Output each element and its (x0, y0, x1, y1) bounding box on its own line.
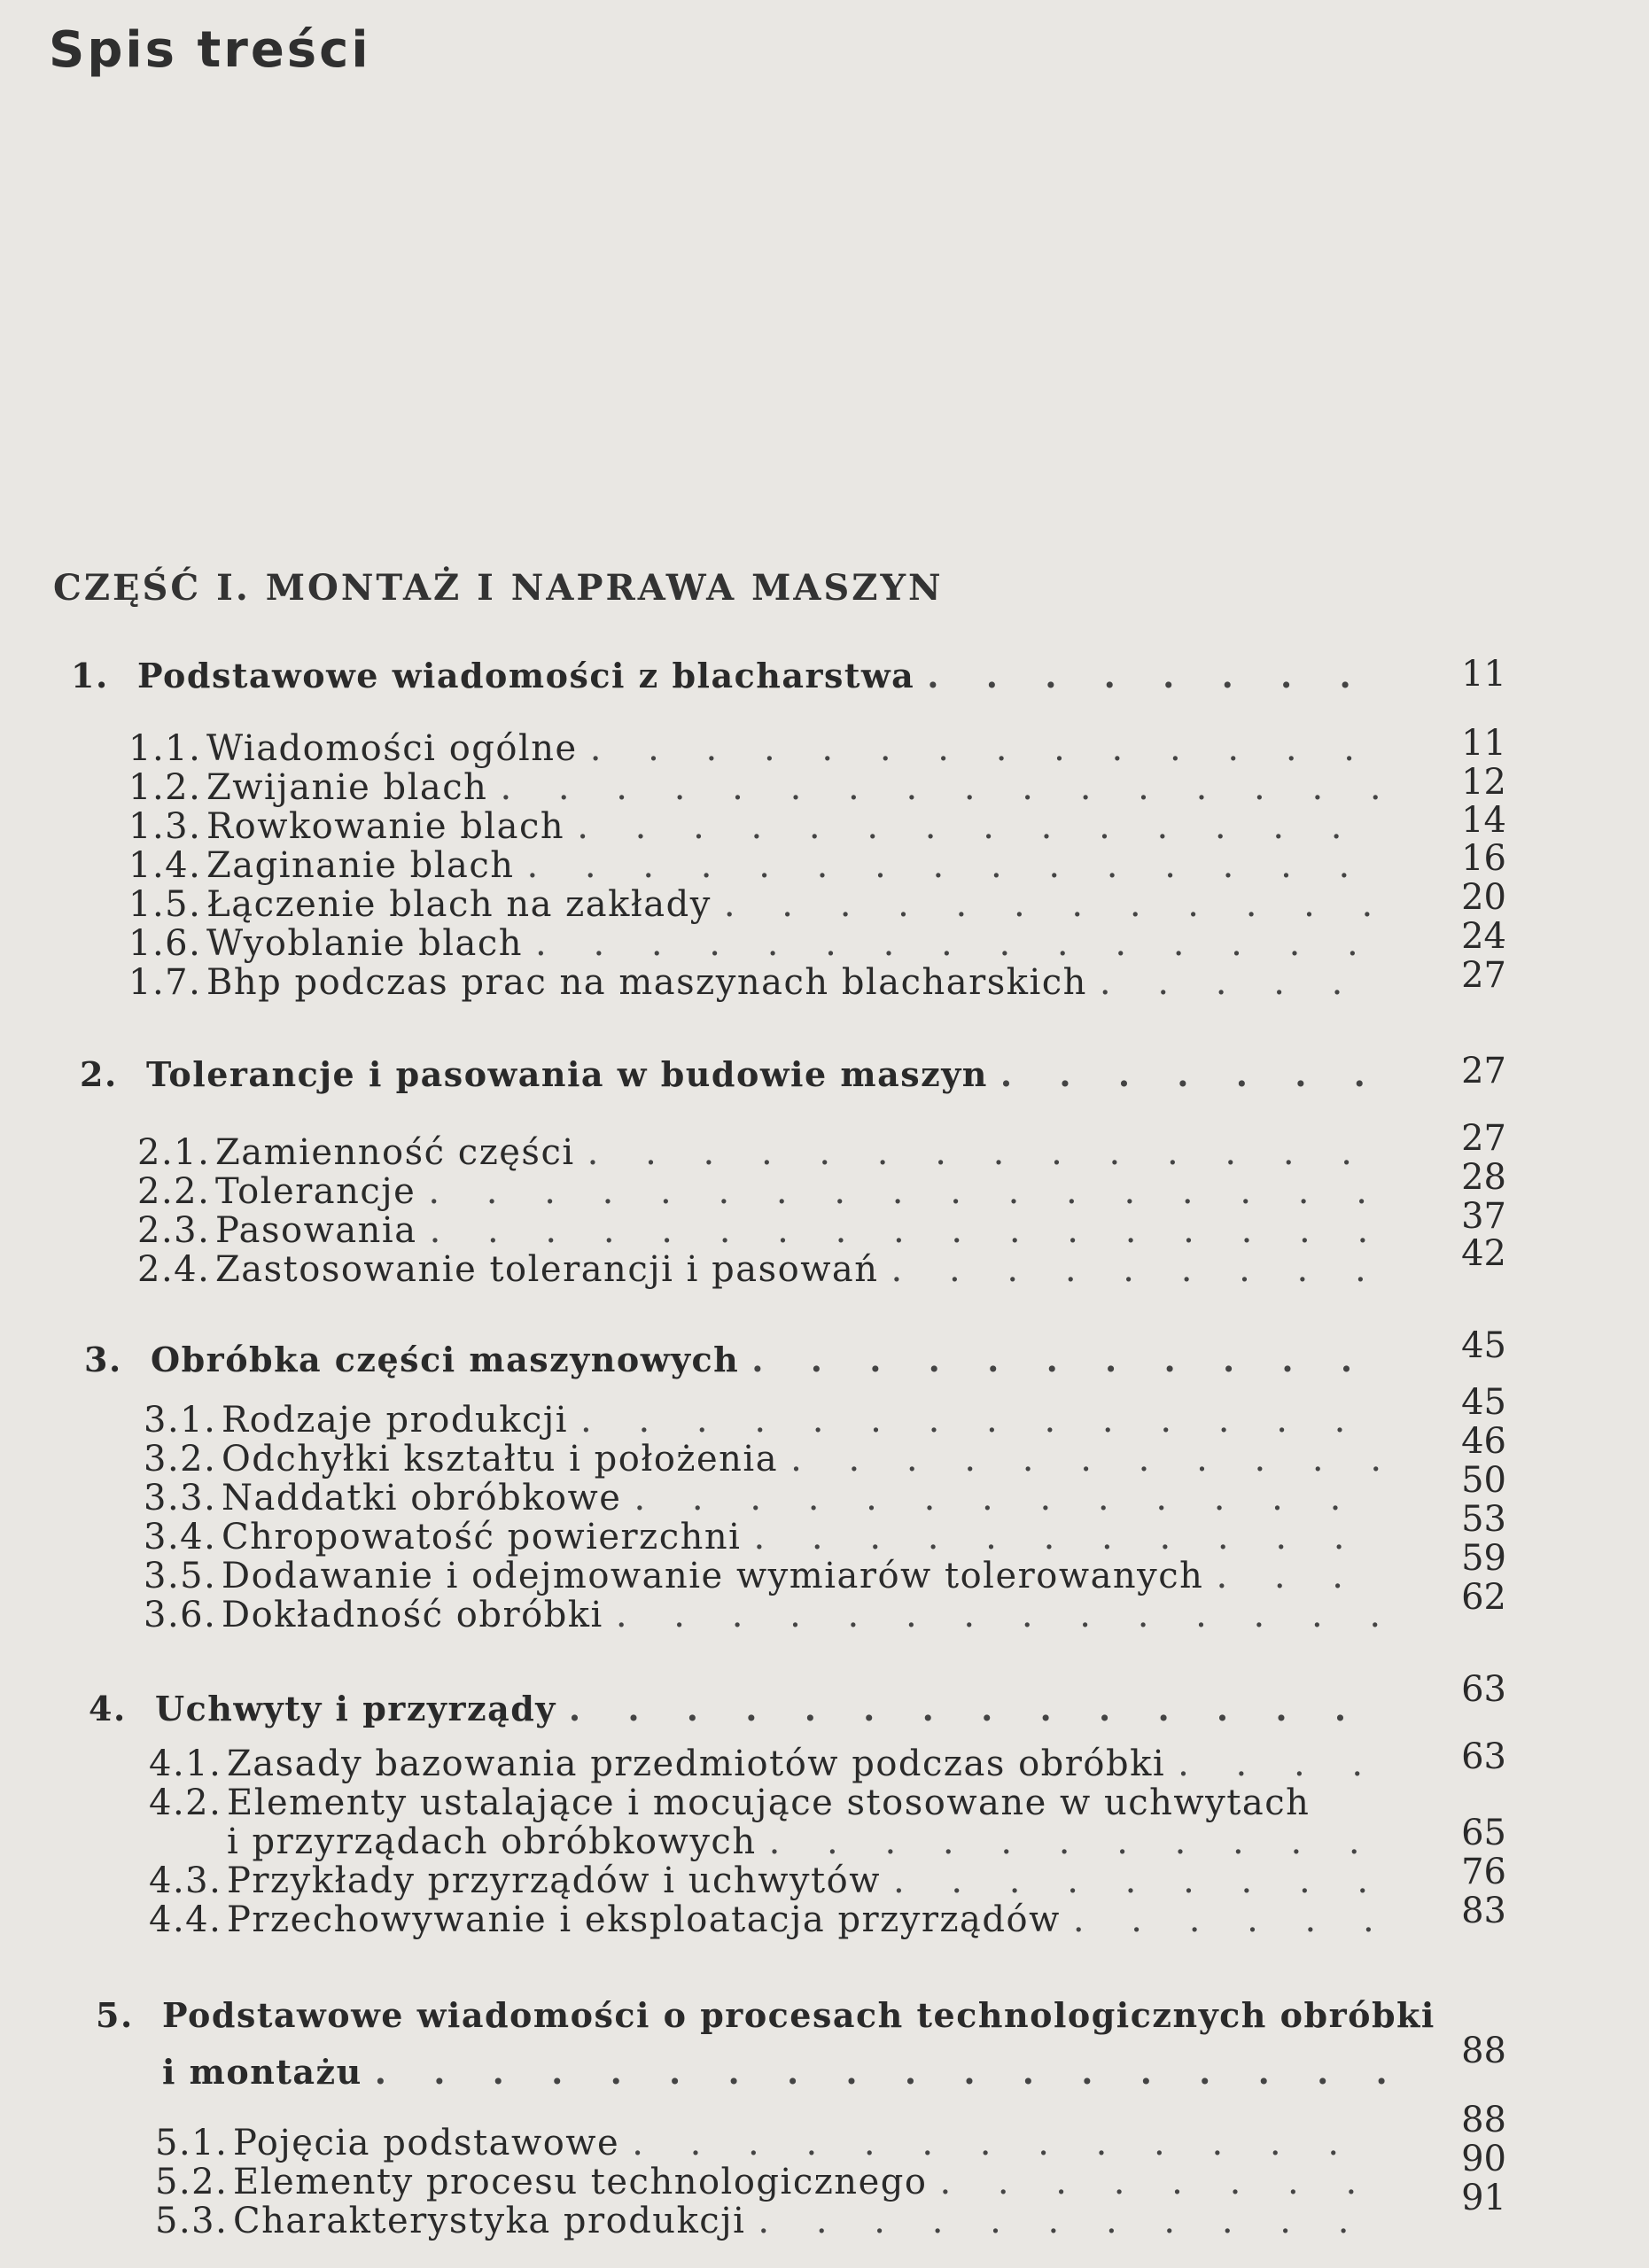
toc-chapter-continuation (162, 2052, 1400, 2092)
dot-leader (893, 1860, 1388, 1901)
toc-chapter (71, 656, 1400, 695)
dot-leader (527, 845, 1388, 886)
toc-number: 4.2. (149, 1783, 222, 1823)
toc-title: Wyoblanie blach (206, 923, 524, 964)
dot-leader (428, 1171, 1388, 1212)
toc-number: 3.5. (144, 1556, 217, 1596)
toc-entry (137, 1210, 1400, 1251)
toc-page-number: 83 (1461, 1891, 1506, 1931)
toc-entry (137, 1132, 1400, 1173)
toc-number: 3.1. (144, 1400, 217, 1441)
toc-number: 3.3. (144, 1478, 217, 1518)
toc-number: 2.4. (137, 1249, 211, 1290)
toc-page-number: 46 (1461, 1421, 1506, 1462)
toc-page-number: 90 (1461, 2139, 1506, 2179)
toc-entry (144, 1517, 1400, 1557)
dot-leader (790, 1439, 1388, 1480)
toc-title: Rodzaje produkcji (222, 1400, 569, 1441)
toc-page-number: 37 (1461, 1196, 1506, 1237)
toc-number: 4.4. (149, 1899, 222, 1940)
toc-number: 3.6. (144, 1595, 217, 1635)
dot-leader (1178, 1744, 1388, 1784)
toc-number: 2.3. (137, 1210, 211, 1251)
toc-number: 4.3. (149, 1860, 222, 1901)
toc-chapter (89, 1689, 1400, 1728)
toc-number: 5.1. (155, 2123, 229, 2163)
toc-page-number: 27 (1461, 955, 1506, 996)
toc-title: Dodawanie i odejmowanie wymiarów tolerowanych (222, 1556, 1204, 1596)
toc-entry (128, 728, 1400, 769)
toc-entry (149, 1860, 1400, 1901)
toc-number: 2.2. (137, 1171, 211, 1212)
toc-entry (128, 923, 1400, 964)
dot-leader (577, 806, 1388, 847)
toc-entry (149, 1744, 1400, 1784)
toc-number: 5.3. (155, 2201, 229, 2241)
toc-title: Pasowania (215, 1210, 417, 1251)
toc-number: 2. (80, 1054, 118, 1094)
toc-number: 4. (89, 1689, 127, 1728)
toc-title: Elementy ustalające i mocujące stosowane w uchwytach (227, 1783, 1311, 1823)
toc-page-number: 27 (1461, 1118, 1506, 1159)
toc-page-number: 76 (1461, 1852, 1506, 1892)
toc-title: Podstawowe wiadomości z blacharstwa (137, 656, 915, 695)
toc-entry (144, 1478, 1400, 1518)
toc-page-number: 45 (1461, 1325, 1506, 1366)
toc-title: Przykłady przyrządów i uchwytów (227, 1860, 881, 1901)
toc-number: 3.4. (144, 1517, 217, 1557)
toc-number: 1.1. (128, 728, 202, 769)
toc-entry-continuation (227, 1821, 1400, 1862)
toc-entry (128, 962, 1400, 1003)
toc-chapter (96, 1995, 1435, 2035)
toc-page-number: 20 (1461, 877, 1506, 918)
toc-page-number: 14 (1461, 800, 1506, 841)
toc-number: 1.4. (128, 845, 202, 886)
toc-title: Zastosowanie tolerancji i pasowań (215, 1249, 879, 1290)
toc-number: 2.1. (137, 1132, 211, 1173)
toc-title: Zaginanie blach (206, 845, 515, 886)
dot-leader (535, 923, 1388, 964)
toc-title: Zasady bazowania przedmiotów podczas obróbki (227, 1744, 1166, 1784)
toc-page-number: 88 (1461, 2100, 1506, 2140)
toc-title: i przyrządach obróbkowych (227, 1821, 757, 1862)
toc-title: Podstawowe wiadomości o procesach technologicznych obróbki (162, 1995, 1435, 2035)
toc-entry (155, 2162, 1400, 2202)
toc-page-number: 63 (1461, 1736, 1506, 1777)
toc-entry (137, 1249, 1400, 1290)
toc-title: Elementy procesu technologicznego (233, 2162, 928, 2202)
dot-leader (430, 1210, 1388, 1251)
dot-leader (758, 2201, 1388, 2241)
toc-page-number: 45 (1461, 1382, 1506, 1423)
dot-leader (375, 2052, 1388, 2092)
page-title: Spis treści (49, 21, 371, 79)
toc-page-number: 28 (1461, 1157, 1506, 1198)
toc-page-number: 24 (1461, 916, 1506, 957)
toc-title: Zamienność części (215, 1132, 575, 1173)
toc-number: 3. (84, 1340, 122, 1379)
toc-title: Naddatki obróbkowe (222, 1478, 622, 1518)
toc-page-number: 91 (1461, 2178, 1506, 2218)
toc-title: Chropowatość powierzchni (222, 1517, 742, 1557)
toc-number: 3.2. (144, 1439, 217, 1480)
dot-leader (1100, 962, 1388, 1003)
toc-title: Odchyłki kształtu i położenia (222, 1439, 779, 1480)
toc-title: Tolerancje (215, 1171, 416, 1212)
dot-leader (587, 1132, 1388, 1173)
toc-page-number: 42 (1461, 1233, 1506, 1274)
dot-leader (927, 656, 1388, 695)
toc-number: 1.2. (128, 767, 202, 808)
toc-title: Uchwyty i przyrządy (155, 1689, 556, 1728)
dot-leader (1216, 1556, 1388, 1596)
toc-number: 5. (96, 1995, 134, 2035)
toc-page-number: 16 (1461, 838, 1506, 879)
toc-title: Łączenie blach na zakłady (206, 884, 712, 925)
toc-title: i montażu (162, 2052, 362, 2092)
dot-leader (500, 767, 1388, 808)
toc-number: 4.1. (149, 1744, 222, 1784)
toc-title: Pojęcia podstawowe (233, 2123, 620, 2163)
toc-entry (149, 1899, 1400, 1940)
toc-number: 1. (71, 656, 109, 695)
toc-title: Przechowywanie i eksploatacja przyrządów (227, 1899, 1061, 1940)
dot-leader (590, 728, 1388, 769)
dot-leader (891, 1249, 1388, 1290)
toc-page-number: 53 (1461, 1499, 1506, 1540)
toc-page-number: 50 (1461, 1460, 1506, 1501)
toc-number: 1.7. (128, 962, 202, 1003)
toc-page-number: 62 (1461, 1577, 1506, 1618)
dot-leader (632, 2123, 1388, 2163)
toc-number: 5.2. (155, 2162, 229, 2202)
toc-entry (128, 884, 1400, 925)
dot-leader (751, 1340, 1388, 1379)
dot-leader (769, 1821, 1388, 1862)
toc-page-number: 63 (1461, 1669, 1506, 1710)
toc-page-number: 27 (1461, 1051, 1506, 1091)
toc-entry (137, 1171, 1400, 1212)
toc-page-number: 65 (1461, 1813, 1506, 1853)
toc-page-number: 11 (1461, 723, 1506, 764)
part-heading: CZĘŚĆ I. MONTAŻ I NAPRAWA MASZYN (53, 567, 944, 609)
dot-leader (1073, 1899, 1388, 1940)
dot-leader (939, 2162, 1388, 2202)
toc-entry (155, 2123, 1400, 2163)
toc-entry (149, 1783, 1407, 1823)
dot-leader (1000, 1054, 1388, 1094)
toc-page-number: 11 (1461, 654, 1506, 695)
toc-entry (144, 1595, 1400, 1635)
dot-leader (753, 1517, 1388, 1557)
dot-leader (724, 884, 1388, 925)
toc-page-number: 88 (1461, 2031, 1506, 2071)
toc-chapter (84, 1340, 1400, 1379)
toc-title: Charakterystyka produkcji (233, 2201, 746, 2241)
toc-page-number: 59 (1461, 1538, 1506, 1579)
toc-title: Tolerancje i pasowania w budowie maszyn (146, 1054, 988, 1094)
dot-leader (580, 1400, 1388, 1441)
toc-title: Zwijanie blach (206, 767, 488, 808)
toc-entry (128, 767, 1400, 808)
dot-leader (569, 1689, 1388, 1728)
toc-title: Bhp podczas prac na maszynach blacharskich (206, 962, 1087, 1003)
toc-entry (144, 1439, 1400, 1480)
dot-leader (616, 1595, 1388, 1635)
toc-entry (155, 2201, 1400, 2241)
dot-leader (634, 1478, 1388, 1518)
toc-title: Dokładność obróbki (222, 1595, 603, 1635)
toc-number: 1.5. (128, 884, 202, 925)
toc-entry (128, 806, 1400, 847)
toc-number: 1.6. (128, 923, 202, 964)
toc-title: Obróbka części maszynowych (151, 1340, 740, 1379)
toc-chapter (80, 1054, 1400, 1094)
toc-title: Wiadomości ogólne (206, 728, 578, 769)
toc-entry (144, 1400, 1400, 1441)
toc-page-number: 12 (1461, 762, 1506, 803)
toc-number: 1.3. (128, 806, 202, 847)
toc-entry (144, 1556, 1400, 1596)
toc-entry (128, 845, 1400, 886)
toc-title: Rowkowanie blach (206, 806, 565, 847)
